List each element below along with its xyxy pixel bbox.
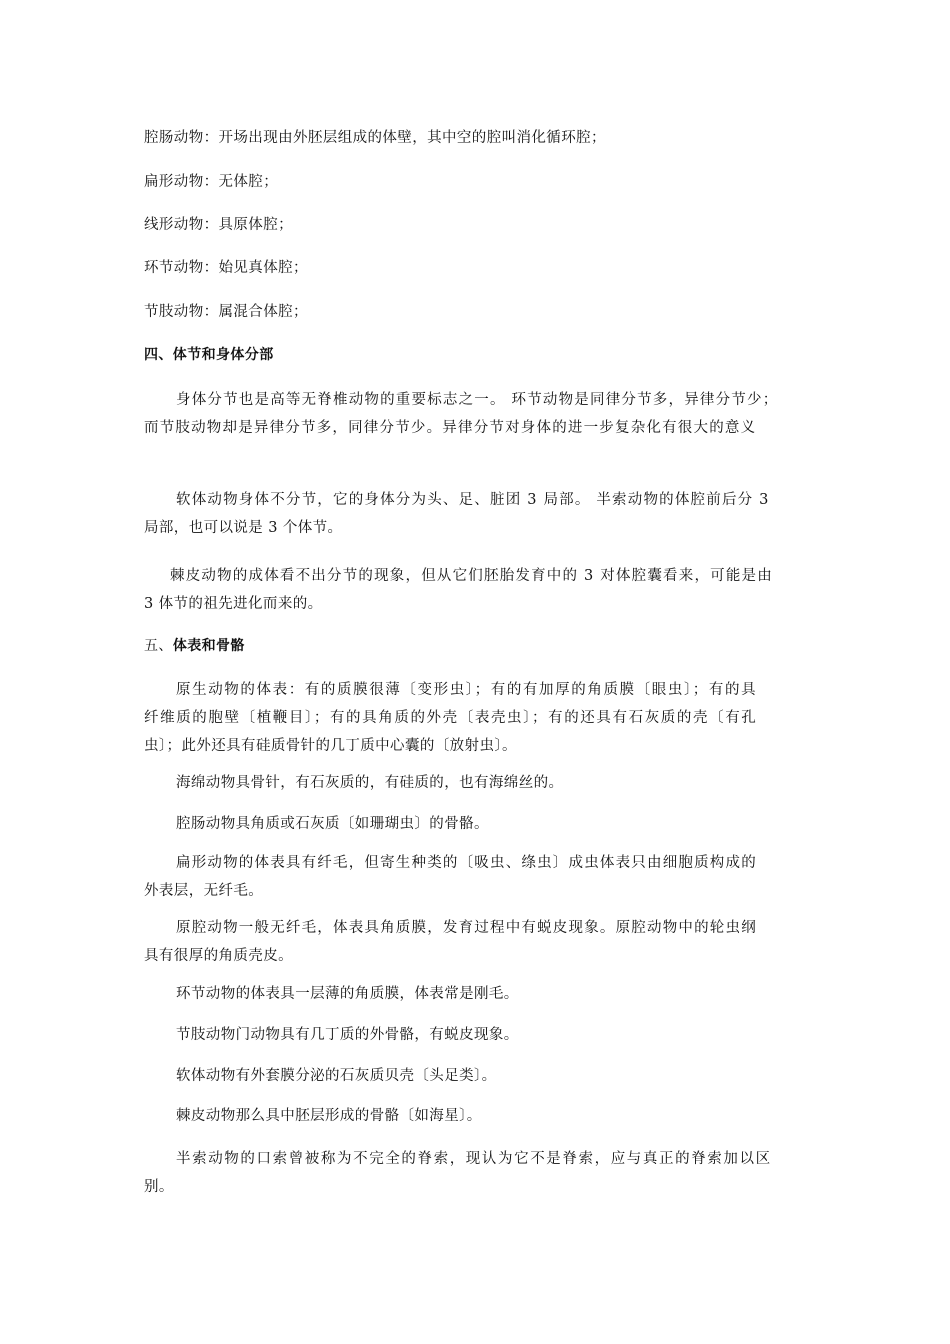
paragraph-echinodermata-line-1: 棘皮动物的成体看不出分节的现象，但从它们胚胎发育中的 3 对体腔囊看来，可能是由 xyxy=(170,568,773,584)
paragraph-annelida: 环节动物的体表具一层薄的角质膜，体表常是刚毛。 xyxy=(176,986,519,1002)
body-cavity-nematoda: 线形动物：具原体腔； xyxy=(144,217,293,233)
paragraph-mollusca-line-1: 软体动物身体不分节，它的身体分为头、足、脏团 3 局部。 半索动物的体腔前后分 3 xyxy=(176,492,770,508)
paragraph-pseudocoelomata-line-2: 具有很厚的角质壳皮。 xyxy=(144,948,293,964)
paragraph-platyhelminthes-line-1: 扁形动物的体表具有纤毛，但寄生种类的〔吸虫、绦虫〕成虫体表只由细胞质构成的 xyxy=(176,855,757,871)
body-cavity-arthropoda: 节肢动物：属混合体腔； xyxy=(144,304,308,320)
paragraph-porifera: 海绵动物具骨针，有石灰质的，有硅质的，也有海绵丝的。 xyxy=(176,775,564,791)
body-cavity-coelenterata: 腔肠动物：开场出现由外胚层组成的体壁，其中空的腔叫消化循环腔； xyxy=(144,130,606,146)
paragraph-segmentation-line-1: 身体分节也是高等无脊椎动物的重要标志之一。 环节动物是同律分节多，异律分节少； xyxy=(176,392,779,408)
section-heading-4: 四、体节和身体分部 xyxy=(144,347,274,363)
paragraph-pseudocoelomata-line-1: 原腔动物一般无纤毛，体表具角质膜，发育过程中有蜕皮现象。原腔动物中的轮虫纲 xyxy=(176,920,757,936)
paragraph-echinodermata-skeleton: 棘皮动物那么具中胚层形成的骨骼〔如海星〕。 xyxy=(176,1108,482,1124)
body-cavity-platyhelminthes: 扁形动物：无体腔； xyxy=(144,174,279,190)
section-heading-5-prefix: 五、 xyxy=(144,638,173,654)
paragraph-hemichordata-line-2: 别。 xyxy=(144,1179,174,1195)
paragraph-mollusca-shell: 软体动物有外套膜分泌的石灰质贝壳〔头足类〕。 xyxy=(176,1068,497,1084)
paragraph-protozoa-line-2: 纤维质的胞壁〔植鞭目〕；有的具角质的外壳〔表壳虫〕；有的还具有石灰质的壳〔有孔 xyxy=(144,710,758,726)
paragraph-protozoa-line-3: 虫〕；此外还具有硅质骨针的几丁质中心囊的〔放射虫〕。 xyxy=(144,738,517,754)
body-cavity-annelida: 环节动物：始见真体腔； xyxy=(144,260,308,276)
section-heading-5 xyxy=(144,632,814,660)
paragraph-protozoa-line-1: 原生动物的体表：有的质膜很薄〔变形虫〕；有的有加厚的角质膜〔眼虫〕；有的具 xyxy=(176,682,758,698)
paragraph-echinodermata-line-2: 3 体节的祖先进化而来的。 xyxy=(144,596,323,612)
paragraph-arthropoda: 节肢动物门动物具有几丁质的外骨骼，有蜕皮现象。 xyxy=(176,1027,519,1043)
paragraph-segmentation-line-2: 而节肢动物却是异律分节多，同律分节少。异律分节对身体的进一步复杂化有很大的意义 xyxy=(144,420,757,436)
section-heading-5-title: 体表和骨骼 xyxy=(172,638,245,654)
paragraph-platyhelminthes-line-2: 外表层，无纤毛。 xyxy=(144,883,264,899)
paragraph-hemichordata-line-1: 半索动物的口索曾被称为不完全的脊索，现认为它不是脊索，应与真正的脊索加以区 xyxy=(176,1151,772,1167)
paragraph-mollusca-line-2: 局部，也可以说是 3 个体节。 xyxy=(144,520,343,536)
paragraph-coelenterata: 腔肠动物具角质或石灰质〔如珊瑚虫〕的骨骼。 xyxy=(176,816,489,832)
